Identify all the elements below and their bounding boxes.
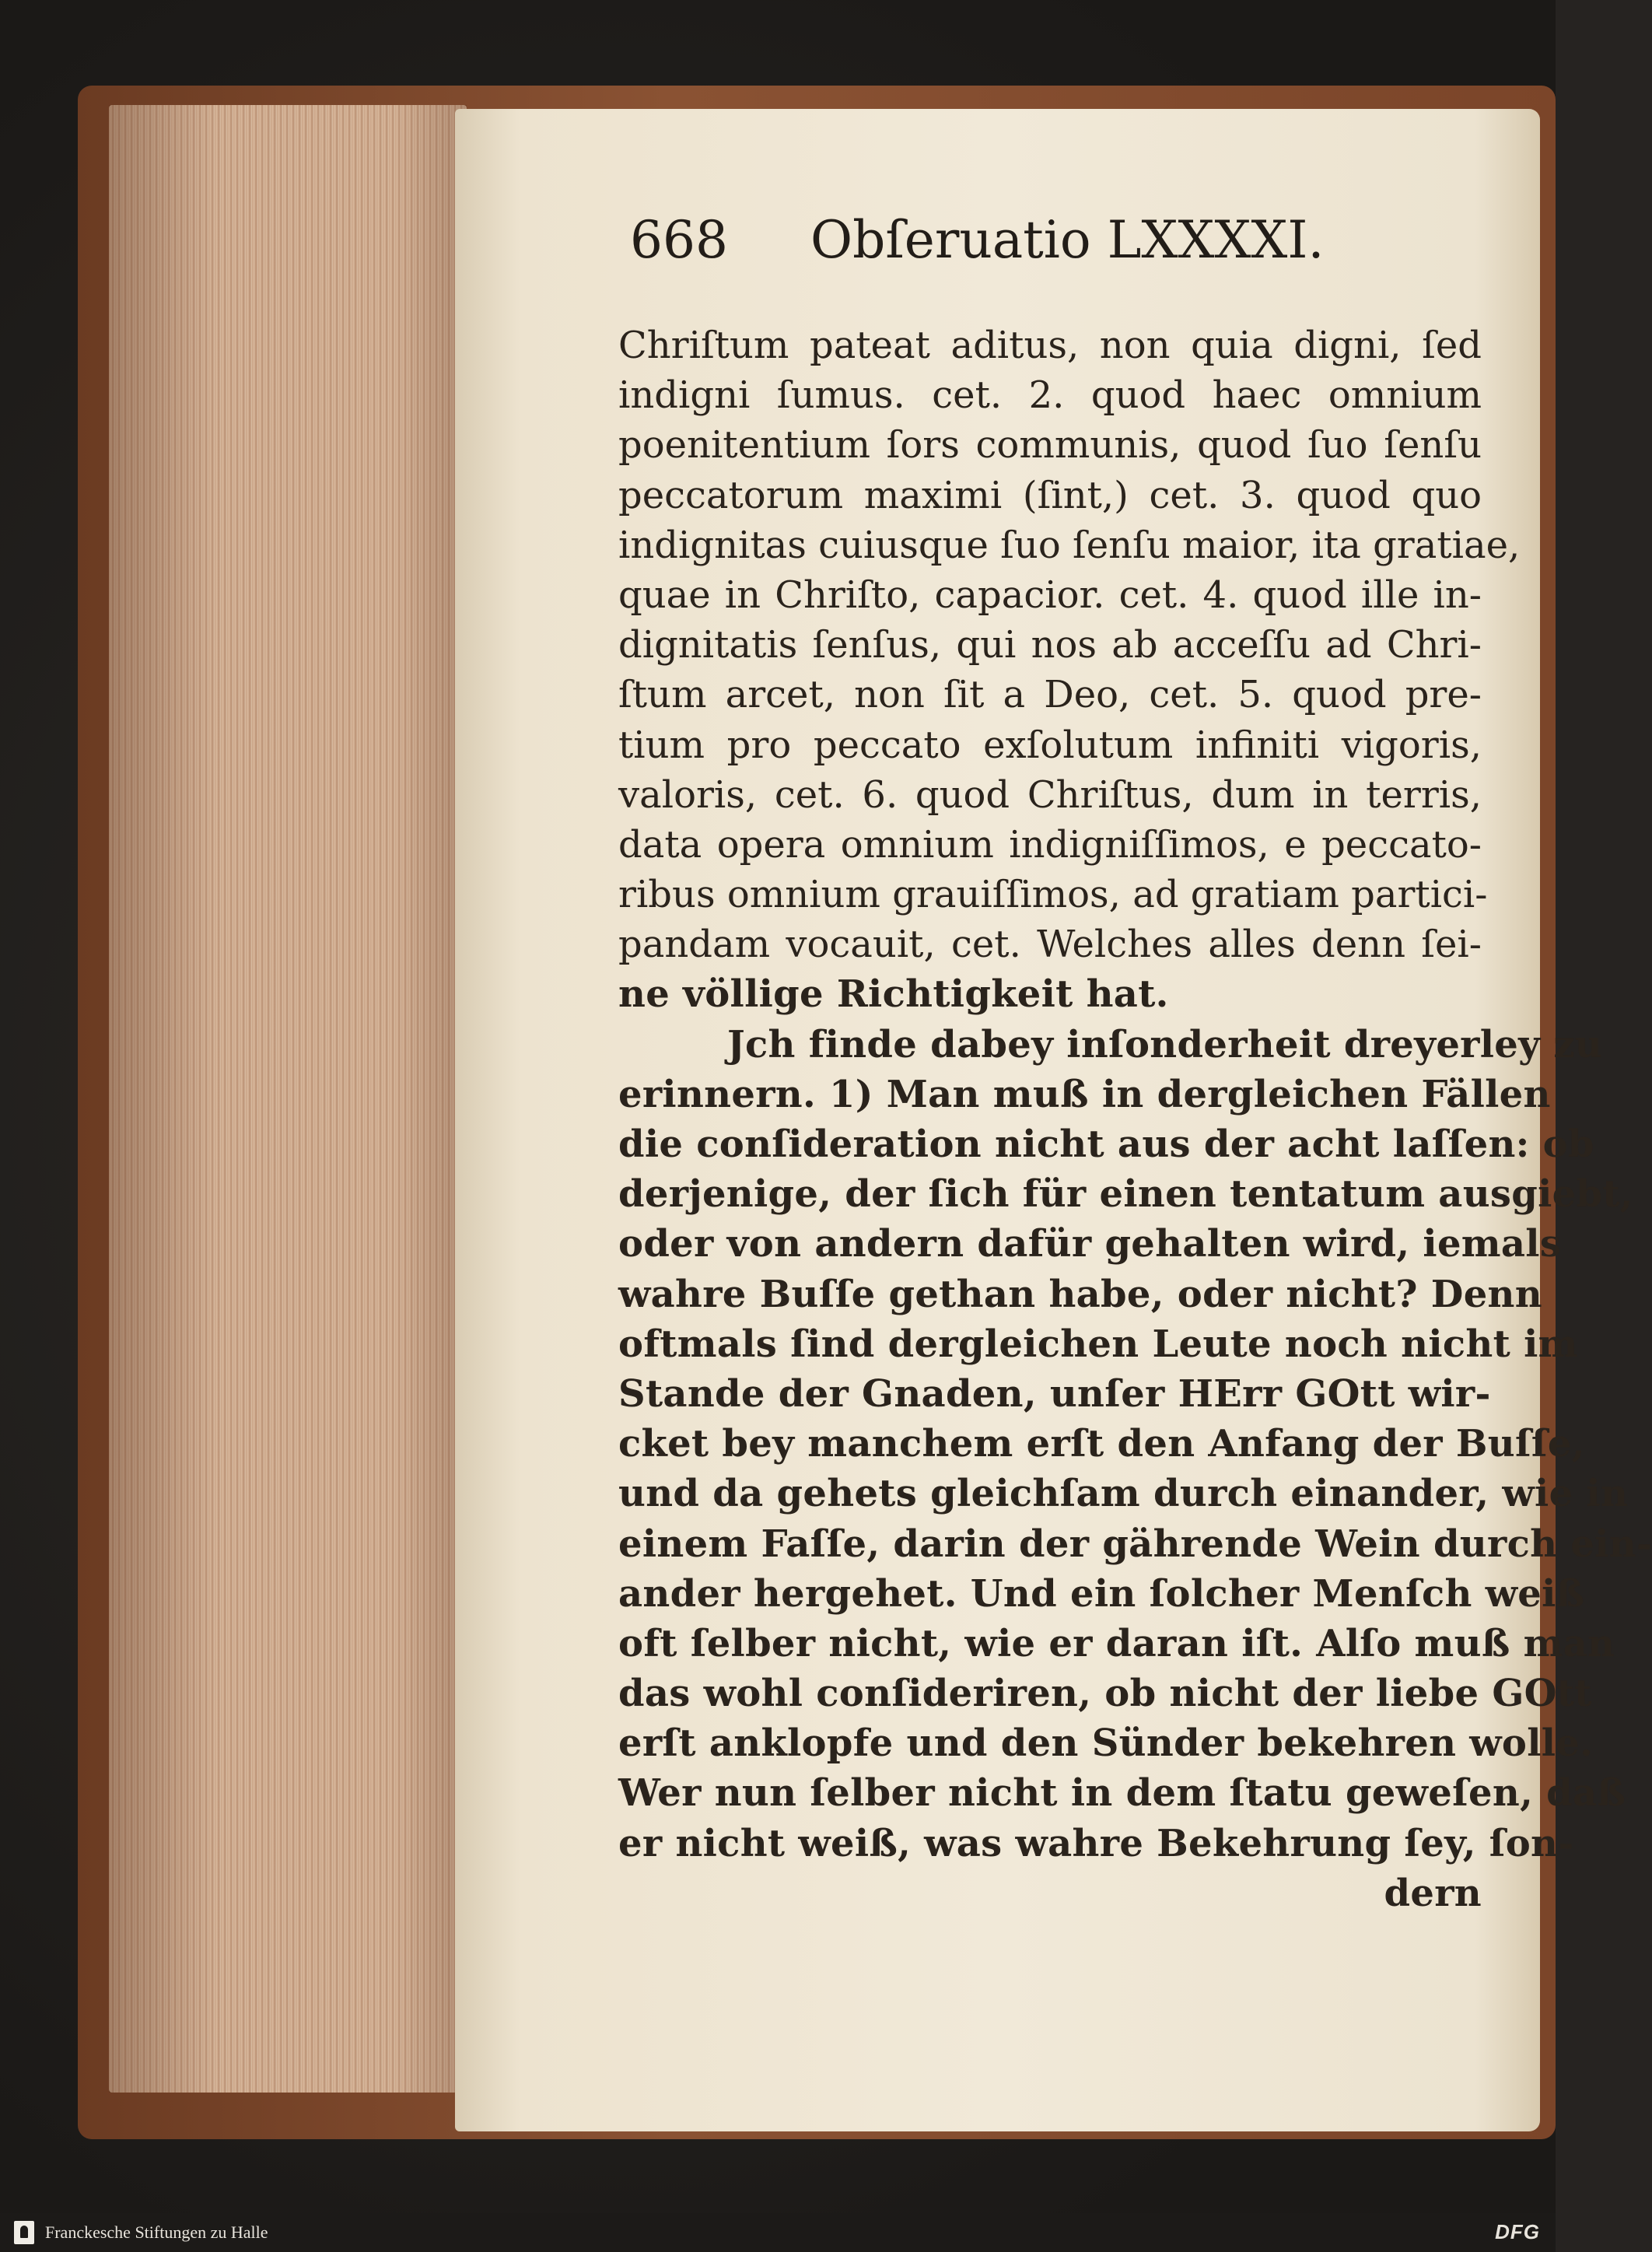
viewer-footer [0,2213,1556,2252]
text-line: Chriſtum pateat aditus, non quia digni, ſed [618,324,1482,367]
text-line: ribus omnium grauiſſimos, ad gratiam partici- [618,873,1488,917]
body-text [618,320,1652,1918]
running-head [630,210,1408,280]
page-title: Obſeruatio LXXXXI. [810,210,1325,270]
text-line: erinnern. 1) Man muß in dergleichen Fällen [618,1072,1551,1116]
catchword: dern [1384,1871,1482,1915]
institution-logo-icon [14,2221,34,2244]
text-line: derjenige, der ſich für einen tentatum ausgiebt, [618,1172,1633,1217]
text-line: er nicht weiß, was wahre Bekehrung ſey, ſon- [618,1821,1574,1865]
text-line: oder von andern dafür gehalten wird, iemals [618,1222,1562,1266]
text-line: und da gehets gleichſam durch einander, wie in [618,1472,1629,1516]
text-line: indigni ſumus. cet. 2. quod haec omnium [618,373,1482,418]
text-line: data opera omnium indigniſſimos, e peccato- [618,822,1482,867]
text-line: die conſideration nicht aus der acht laſſen: ob [618,1122,1594,1166]
text-line: oft ſelber nicht, wie er daran iſt. Alſo muß man [618,1621,1615,1665]
text-line: ander hergehet. Und ein ſolcher Menſch weiß [618,1571,1585,1616]
paragraph-start-line: Jch finde dabey inſonderheit dreyerley zu [727,1022,1603,1066]
text-line: tium pro peccato exſolutum infiniti vigoris, [618,723,1482,767]
text-line: cket bey manchem erſt den Anfang der Buſſe, [618,1422,1585,1466]
text-line: das wohl conſideriren, ob nicht der liebe GOtt [618,1672,1592,1716]
text-line: ſtum arcet, non ſit a Deo, cet. 5. quod pre- [618,673,1482,717]
text-line: erſt anklopfe und den Sünder bekehren wolle. [618,1721,1594,1766]
text-line: dignitatis ſenſus, qui nos ab acceſſu ad Chri- [618,623,1482,667]
institution-name: Franckesche Stiftungen zu Halle [45,2222,268,2242]
text-line: wahre Buſſe gethan habe, oder nicht? Denn [618,1272,1542,1316]
dfg-logo: DFG [1495,2220,1540,2243]
text-line: einem Faſſe, darin der gährende Wein durch ein- [618,1522,1652,1566]
text-line: valoris, cet. 6. quod Chriſtus, dum in terris, [618,772,1482,817]
page-edges-shadow [109,105,467,2093]
text-line: peccatorum maximi (ſint,) cet. 3. quod quo [618,473,1482,517]
text-line: ne völlige Richtigkeit hat. [618,972,1169,1017]
text-line: pandam vocauit, cet. Welches alles denn ſei- [618,923,1482,967]
page-number: 668 [630,210,728,270]
text-line: poenitentium ſors communis, quod ſuo ſenſu [618,423,1482,468]
text-line: quae in Chriſto, capacior. cet. 4. quod ille in- [618,573,1482,617]
text-line: indignitas cuiusque ſuo ſenſu maior, ita gratiae, [618,523,1521,567]
text-line: oftmals ſind dergleichen Leute noch nicht im [618,1322,1578,1366]
text-line: Wer nun ſelber nicht in dem ſtatu geweſen, daß [618,1771,1626,1816]
text-line: Stande der Gnaden, unſer HErr GOtt wir- [618,1371,1491,1416]
